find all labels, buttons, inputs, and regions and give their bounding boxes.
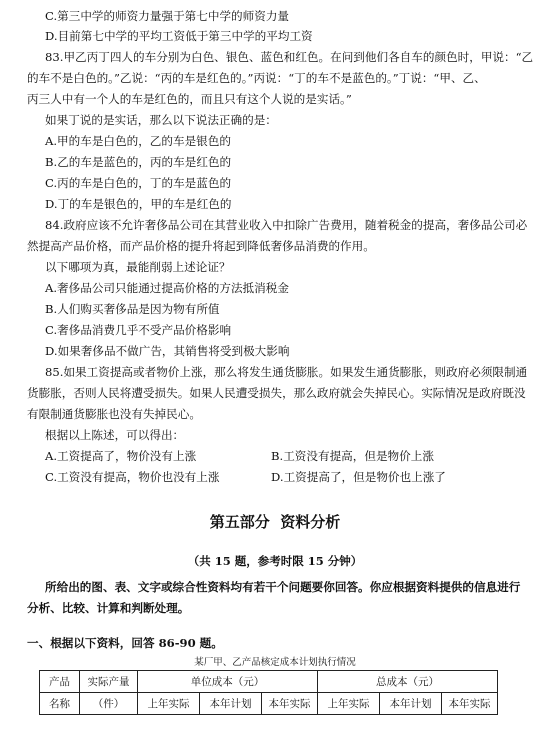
q85-option-c: C.工资没有提高，物价也没有上涨 [45, 470, 220, 484]
table-header-row-1 [40, 671, 498, 693]
table-caption: 某厂甲、乙产品核定成本计划执行情况 [194, 657, 356, 668]
q83-option-d: D.丁的车是银色的，甲的车是红色的 [45, 197, 232, 211]
q84-prompt: 以下哪项为真，最能削弱上述论证？ [45, 260, 231, 274]
section-title: 第五部分 资料分析 [209, 513, 341, 531]
header-output-2: （件） [80, 693, 138, 715]
q82-option-d: D.目前第七中学的平均工资低于第三中学的平均工资 [45, 29, 313, 43]
q85-prompt: 根据以上陈述，可以得出： [45, 428, 185, 442]
q82-option-c: C.第三中学的师资力量强于第七中学的师资力量 [45, 9, 290, 23]
sub-header-total-actual: 本年实际 [442, 693, 498, 715]
sub-header-unit-actual: 本年实际 [262, 693, 318, 715]
sub-header-unit-plan: 本年计划 [200, 693, 262, 715]
section-instruction-line-1: 所给出的图、表、文字或综合性资料均有若干个问题要你回答。你应根据资料提供的信息进行 [45, 580, 521, 594]
q84-option-b: B.人们购买奢侈品是因为物有所值 [45, 302, 220, 316]
q83-stem-line-2: 的车不是白色的。”乙说：“丙的车是红色的。”丙说：“丁的车不是蓝色的。”丁说：“甲、乙、 [27, 71, 486, 85]
q85-stem-line-1: 85.如果工资提高或者物价上涨，那么将发生通货膨胀。如果发生通货膨胀，则政府必须限制通 [45, 365, 528, 379]
q85-stem-line-2: 货膨胀，否则人民将遭受损失。如果人民遭受损失，那么政府就会失掉民心。实际情况是政府既没 [27, 386, 526, 400]
sub-header-total-plan: 本年计划 [380, 693, 442, 715]
cost-table [39, 670, 498, 715]
part-heading: 一、根据以下资料，回答 86-90 题。 [27, 636, 223, 650]
q83-option-b: B.乙的车是蓝色的，丙的车是红色的 [45, 155, 232, 169]
section-subtitle: （共 15 题，参考时限 15 分钟） [187, 554, 363, 568]
section-instruction-line-2: 分析、比较、计算和判断处理。 [27, 601, 190, 615]
q85-option-b: B.工资没有提高，但是物价上涨 [271, 449, 434, 463]
q84-option-c: C.奢侈品消费几乎不受产品价格影响 [45, 323, 232, 337]
q83-stem-line-3: 丙三人中有一个人的车是红色的，而且只有这个人说的是实话。” [27, 92, 352, 106]
header-product-2: 名称 [40, 693, 80, 715]
q85-stem-line-3: 有限制通货膨胀也没有失掉民心。 [27, 407, 201, 421]
header-unit-cost: 单位成本（元） [138, 671, 318, 693]
q83-stem-line-1: 83.甲乙丙丁四人的车分别为白色、银色、蓝色和红色。在问到他们各自车的颜色时，甲说：“乙 [45, 50, 534, 64]
q83-option-a: A.甲的车是白色的，乙的车是银色的 [45, 134, 231, 148]
sub-header-total-last-actual: 上年实际 [318, 693, 380, 715]
q84-option-a: A.奢侈品公司只能通过提高价格的方法抵消税金 [45, 281, 289, 295]
q83-option-c: C.丙的车是白色的，丁的车是蓝色的 [45, 176, 232, 190]
q84-option-d: D.如果奢侈品不做广告，其销售将受到极大影响 [45, 344, 290, 358]
sub-header-unit-last-actual: 上年实际 [138, 693, 200, 715]
header-product-1: 产品 [40, 671, 80, 693]
q85-option-a: A.工资提高了，物价没有上涨 [45, 449, 197, 463]
q84-stem-line-2: 然提高产品价格，而产品价格的提升将起到降低奢侈品消费的作用。 [27, 239, 375, 253]
q84-stem-line-1: 84.政府应该不允许奢侈品公司在其营业收入中扣除广告费用，随着税金的提高，奢侈品公司必 [45, 218, 528, 232]
header-total-cost: 总成本（元） [318, 671, 498, 693]
header-output-1: 实际产量 [80, 671, 138, 693]
table-header-row-2 [40, 693, 498, 715]
q85-option-d: D.工资提高了，但是物价也上涨了 [271, 470, 446, 484]
q83-prompt: 如果丁说的是实话，那么以下说法正确的是： [45, 113, 277, 127]
